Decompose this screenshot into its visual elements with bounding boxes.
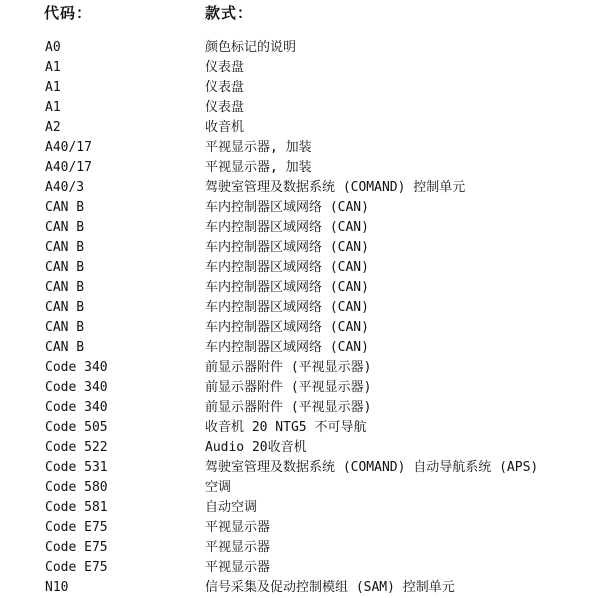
item-code: A1 [45, 60, 61, 75]
item-code: Code 340 [45, 400, 108, 415]
item-code: A2 [45, 120, 61, 135]
item-description: 驾驶室管理及数据系统 (COMAND) 自动导航系统 (APS) [205, 460, 539, 475]
list-item [0, 578, 607, 598]
list-item [0, 338, 607, 358]
item-description: 前显示器附件 (平视显示器) [205, 400, 372, 415]
list-item [0, 138, 607, 158]
item-code: A40/17 [45, 140, 92, 155]
item-description: 车内控制器区域网络 (CAN) [205, 320, 369, 335]
item-code: Code 522 [45, 440, 108, 455]
item-code: CAN B [45, 320, 85, 335]
item-code: Code 580 [45, 480, 108, 495]
item-code: Code E75 [45, 560, 108, 575]
item-code: Code 340 [45, 360, 108, 375]
code-column-header: 代码： [44, 4, 93, 22]
item-description: Audio 20收音机 [205, 440, 307, 455]
item-description: 车内控制器区域网络 (CAN) [205, 240, 369, 255]
list-item [0, 458, 607, 478]
item-description: 前显示器附件 (平视显示器) [205, 380, 372, 395]
item-code: Code 581 [45, 500, 108, 515]
item-description: 仪表盘 [205, 80, 245, 95]
item-description: 平视显示器 [205, 540, 271, 555]
list-item [0, 178, 607, 198]
list-item [0, 258, 607, 278]
item-code: Code 505 [45, 420, 108, 435]
list-item [0, 158, 607, 178]
item-description: 车内控制器区域网络 (CAN) [205, 280, 369, 295]
item-code: CAN B [45, 200, 85, 215]
list-item [0, 98, 607, 118]
item-description: 收音机 20 NTG5 不可导航 [205, 420, 367, 435]
item-code: CAN B [45, 220, 85, 235]
table-header [0, 3, 607, 25]
item-code: A1 [45, 100, 61, 115]
list-item [0, 538, 607, 558]
item-code: CAN B [45, 240, 85, 255]
list-item [0, 478, 607, 498]
list-item [0, 78, 607, 98]
item-description: 驾驶室管理及数据系统 (COMAND) 控制单元 [205, 180, 466, 195]
item-code: Code E75 [45, 520, 108, 535]
item-description: 仪表盘 [205, 60, 245, 75]
item-description: 信号采集及促动控制模组 (SAM) 控制单元 [205, 580, 455, 595]
list-item [0, 118, 607, 138]
item-description: 自动空调 [205, 500, 258, 515]
item-code: Code 340 [45, 380, 108, 395]
list-item [0, 198, 607, 218]
item-code: CAN B [45, 280, 85, 295]
item-code: A1 [45, 80, 61, 95]
item-description: 车内控制器区域网络 (CAN) [205, 340, 369, 355]
item-description: 收音机 [205, 120, 245, 135]
list-item [0, 238, 607, 258]
item-description: 车内控制器区域网络 (CAN) [205, 260, 369, 275]
item-code: A40/17 [45, 160, 92, 175]
list-item [0, 518, 607, 538]
item-description: 颜色标记的说明 [205, 40, 297, 55]
item-description: 平视显示器, 加装 [205, 140, 312, 155]
list-item [0, 558, 607, 578]
item-description: 仪表盘 [205, 100, 245, 115]
item-description: 车内控制器区域网络 (CAN) [205, 220, 369, 235]
list-item [0, 38, 607, 58]
list-item [0, 278, 607, 298]
list-item [0, 358, 607, 378]
code-style-list [0, 38, 607, 598]
item-description: 平视显示器 [205, 560, 271, 575]
item-code: CAN B [45, 260, 85, 275]
item-description: 车内控制器区域网络 (CAN) [205, 200, 369, 215]
item-code: A0 [45, 40, 61, 55]
list-item [0, 218, 607, 238]
list-item [0, 418, 607, 438]
list-item [0, 318, 607, 338]
item-code: CAN B [45, 340, 85, 355]
list-item [0, 438, 607, 458]
item-code: Code 531 [45, 460, 108, 475]
list-item [0, 398, 607, 418]
item-description: 空调 [205, 480, 232, 495]
item-code: Code E75 [45, 540, 108, 555]
list-item [0, 498, 607, 518]
item-description: 平视显示器, 加装 [205, 160, 312, 175]
item-code: A40/3 [45, 180, 85, 195]
item-description: 前显示器附件 (平视显示器) [205, 360, 372, 375]
item-description: 车内控制器区域网络 (CAN) [205, 300, 369, 315]
item-code: N10 [45, 580, 69, 595]
style-column-header: 款式： [205, 4, 254, 22]
list-item [0, 298, 607, 318]
item-description: 平视显示器 [205, 520, 271, 535]
item-code: CAN B [45, 300, 85, 315]
list-item [0, 378, 607, 398]
list-item [0, 58, 607, 78]
